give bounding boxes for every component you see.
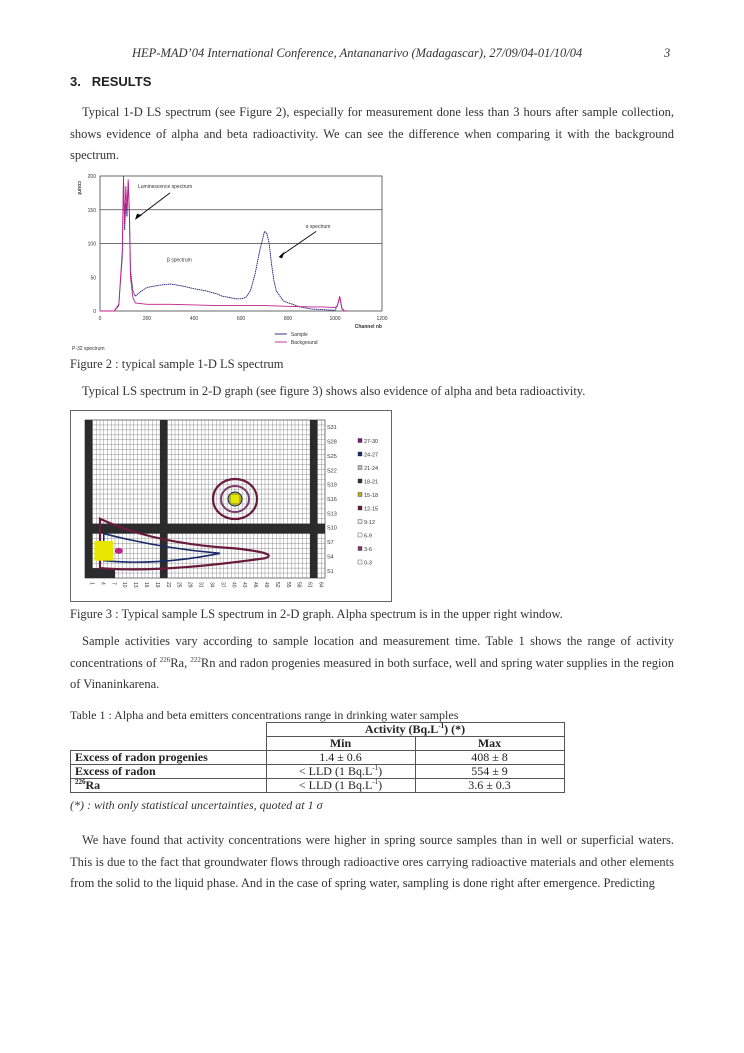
x-tick-label: 200 — [142, 316, 152, 322]
table-header-row-1 — [71, 723, 565, 737]
legend-swatch — [358, 493, 362, 497]
table-cell-min: 1.4 ± 0.6 — [266, 751, 415, 765]
x-tick-label: 1200 — [376, 316, 388, 322]
y-tick-label: S10 — [327, 525, 337, 532]
legend-label: 27-30 — [364, 439, 379, 445]
header-title: HEP-MAD’04 International Conference, Antananarivo (Madagascar), 27/09/04-01/10/04 — [132, 46, 583, 60]
x-tick-label: 37 — [219, 582, 226, 588]
paragraph-3-text-rn: Rn and radon progenies measured in both surface, well and spring water supplies in the region of Vinaninkarena. — [70, 655, 674, 692]
x-tick-label: 25 — [175, 582, 182, 588]
figure-2-caption: Figure 2 : typical sample 1-D LS spectrum — [70, 357, 284, 371]
table-header-activity: Activity $(Bq.L^{-1})$ (*) — [266, 723, 564, 737]
x-tick-label: 40 — [230, 582, 237, 588]
paragraph-3 — [70, 631, 674, 696]
ra-mass-number: 226 — [159, 655, 171, 664]
table-cell-min: < LLD (1 $Bq.L^{-1}$) — [266, 779, 415, 793]
legend-swatch — [358, 547, 362, 551]
legend-label: 15-18 — [364, 493, 379, 499]
x-tick-label: 34 — [208, 582, 215, 588]
dark-band-vertical — [85, 420, 93, 578]
figure-2-chart — [70, 170, 400, 356]
table-cell-min: < LLD (1 $Bq.L^{-1}$) — [266, 765, 415, 779]
legend-swatch — [358, 452, 362, 456]
x-tick-label: 22 — [164, 582, 171, 588]
legend-swatch — [358, 439, 362, 443]
paragraph-4-text: We have found that activity concentrations were higher in spring source samples than in well or superficial waters. This is due to the fact that groundwater flows through radioactive ores carrying radioactive materials and other elements from the solid to the liquid phase. And in the case of spring water, sampling is done right after emergence. Predicting — [70, 833, 674, 891]
legend-label: 0-3 — [364, 560, 372, 567]
legend-label: 18-21 — [364, 479, 379, 486]
x-tick-label: 52 — [273, 582, 280, 588]
y-tick-label: S31 — [327, 425, 337, 432]
legend-label: 6-9 — [364, 533, 372, 540]
figure-3-caption: Figure 3 : Typical sample LS spectrum in 2-D graph. Alpha spectrum is in the upper right window. — [70, 607, 563, 621]
dark-band-vertical — [160, 420, 168, 578]
x-tick-label: 31 — [197, 582, 204, 588]
annotation-beta: β spectrum — [166, 257, 192, 264]
x-tick-label: 19 — [153, 582, 160, 588]
x-tick-label: 800 — [283, 316, 293, 322]
table-cell-max: 3.6 ± 0.3 — [415, 779, 564, 793]
section-heading — [70, 74, 151, 89]
x-tick-label: 1 — [88, 582, 95, 585]
table-row-label: Excess of radon — [71, 765, 267, 779]
legend-swatch — [358, 466, 362, 470]
table-header-row-2 — [71, 737, 565, 751]
x-tick-label: 10 — [121, 582, 128, 588]
y-tick-label: S16 — [327, 497, 337, 503]
paragraph-4 — [70, 830, 674, 895]
y-tick-label: 200 — [87, 174, 96, 180]
y-tick-label: S25 — [327, 453, 337, 460]
paragraph-3-text-a: Sample activities vary according to sample location and measurement time. Table 1 shows the range of activity concentrations of — [70, 634, 674, 670]
section-number: 3. — [70, 74, 81, 89]
table-row — [71, 779, 565, 793]
x-tick-label: 0 — [98, 316, 102, 322]
y-tick-label: 100 — [87, 241, 96, 248]
dark-band-horizontal — [85, 524, 325, 534]
x-tick-label: 46 — [252, 582, 259, 588]
x-tick-label: 13 — [132, 582, 139, 588]
x-tick-label: 58 — [295, 582, 302, 588]
x-axis-label: Channel nb — [354, 324, 382, 330]
figure-3-svg — [70, 410, 392, 602]
table-header-min: Min — [266, 737, 415, 751]
y-tick-label: S19 — [327, 482, 337, 489]
legend-swatch — [358, 506, 362, 510]
legend-label: 12-15 — [364, 506, 379, 513]
x-tick-label: 43 — [241, 582, 248, 588]
x-tick-label: 400 — [189, 316, 199, 322]
paragraph-1 — [70, 102, 674, 167]
legend-swatch — [358, 520, 362, 524]
table-header-max: Max — [415, 737, 564, 751]
legend-swatch — [358, 560, 362, 564]
y-tick-label: S1 — [327, 568, 334, 575]
table-cell-max: 408 ± 8 — [415, 751, 564, 765]
x-tick-label: 49 — [263, 582, 269, 588]
table-corner-2 — [71, 737, 267, 751]
alpha-peak — [231, 495, 239, 503]
beta-peak — [94, 541, 113, 561]
legend-label: 24-27 — [364, 452, 379, 459]
y-axis-label: count — [76, 181, 82, 195]
y-tick-label: S13 — [327, 511, 337, 518]
legend-label: 3-6 — [364, 547, 372, 553]
y-tick-label: S4 — [327, 554, 334, 561]
table-corner — [71, 723, 267, 737]
y-tick-label: S28 — [327, 439, 337, 446]
table-row — [71, 751, 565, 765]
x-tick-label: 1000 — [329, 316, 341, 322]
paragraph-1-text: Typical 1-D LS spectrum (see Figure 2), especially for measurement done less than 3 hours after sample collection, shows evidence of alpha and beta radioactivity. We can see the difference when comparing it with the background spectrum. — [70, 105, 674, 163]
table-row — [71, 765, 565, 779]
table-cell-max: 554 ± 9 — [415, 765, 564, 779]
y-tick-label: S7 — [327, 540, 334, 547]
annotation-luminescence: Luminescence spectrum — [138, 184, 193, 191]
table-1 — [70, 722, 565, 793]
rn-mass-number: 222 — [190, 655, 201, 664]
legend-label: 21-24 — [364, 466, 379, 472]
legend-swatch — [358, 533, 362, 537]
x-tick-label: 61 — [306, 582, 313, 588]
x-tick-label: 16 — [143, 582, 149, 588]
beta-peak-inner — [115, 548, 123, 554]
running-header — [0, 46, 744, 62]
x-tick-label: 4 — [99, 582, 106, 585]
legend-label: 9-12 — [364, 520, 376, 526]
paragraph-3-text-ra: Ra, — [170, 655, 191, 670]
page-number: 3 — [664, 46, 671, 60]
figure-2-corner-label: P-32 spectrum — [72, 346, 105, 352]
x-tick-label: 28 — [186, 582, 193, 588]
figure-2-svg — [70, 170, 400, 356]
legend-swatch — [358, 479, 362, 483]
y-tick-label: 0 — [93, 309, 96, 315]
table-row-label: Excess of radon progenies — [71, 751, 267, 765]
y-tick-label: S22 — [327, 468, 337, 475]
paragraph-2 — [70, 381, 674, 403]
y-tick-label: 50 — [90, 275, 96, 282]
paragraph-2-text: Typical LS spectrum in 2-D graph (see figure 3) shows also evidence of alpha and beta radioactivity. — [82, 384, 586, 398]
x-tick-label: 7 — [110, 582, 117, 585]
section-title: RESULTS — [91, 74, 152, 89]
x-tick-label: 600 — [236, 316, 246, 322]
legend-label: Background — [290, 340, 318, 346]
dark-band-vertical — [310, 420, 318, 578]
x-tick-label: 64 — [317, 582, 324, 588]
annotation-alpha: α spectrum — [305, 223, 331, 230]
table-1-note: (*) : with only statistical uncertainties, quoted at 1 σ — [70, 798, 323, 812]
table-1-caption: Table 1 : Alpha and beta emitters concentrations range in drinking water samples — [70, 708, 459, 722]
table-row-label: $^{226}$Ra — [71, 779, 267, 793]
y-tick-label: 150 — [87, 207, 96, 214]
figure-3-chart — [70, 410, 392, 602]
legend-label: Sample — [290, 332, 308, 338]
x-tick-label: 55 — [284, 582, 291, 588]
